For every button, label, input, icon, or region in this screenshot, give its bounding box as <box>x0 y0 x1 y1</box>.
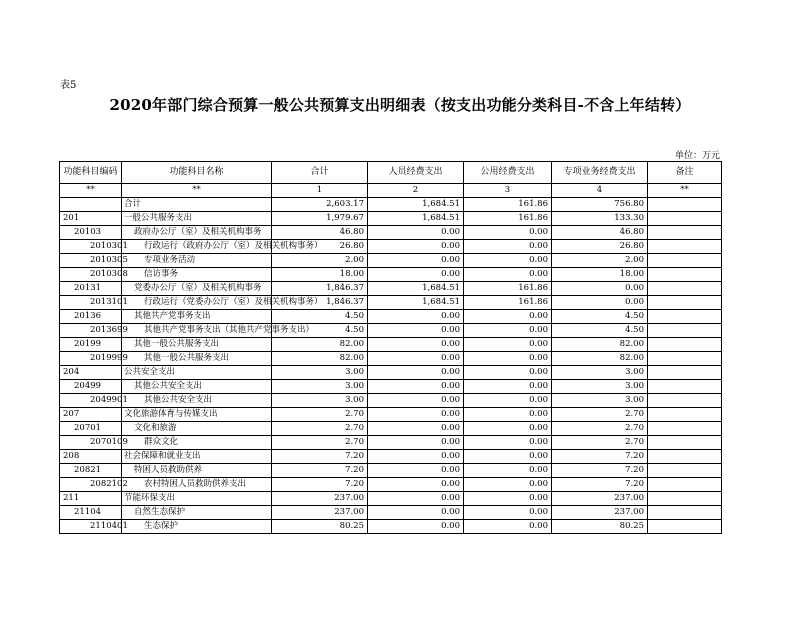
row-personnel: 0.00 <box>368 380 464 394</box>
row-special: 0.00 <box>552 296 648 310</box>
row-public: 0.00 <box>464 478 552 492</box>
row-name: 自然生态保护 <box>122 506 272 520</box>
row-public: 0.00 <box>464 352 552 366</box>
table-index-row <box>60 184 722 198</box>
header-personnel: 人员经费支出 <box>368 162 464 184</box>
row-remark <box>648 338 722 352</box>
row-special: 7.20 <box>552 450 648 464</box>
row-name: 行政运行（党委办公厅（室）及相关机构事务） <box>122 296 272 310</box>
row-total: 1,846.37 <box>272 282 368 296</box>
row-name: 其他共产党事务支出 <box>122 310 272 324</box>
header-code: 功能科目编码 <box>60 162 122 184</box>
row-name: 文化旅游体育与传媒支出 <box>122 408 272 422</box>
row-total: 26.80 <box>272 240 368 254</box>
row-name: 社会保障和就业支出 <box>122 450 272 464</box>
row-code: 20131 <box>60 282 122 296</box>
table-row <box>60 450 722 464</box>
budget-table <box>59 161 722 534</box>
row-remark <box>648 240 722 254</box>
row-code: 20103 <box>60 226 122 240</box>
row-name: 政府办公厅（室）及相关机构事务 <box>122 226 272 240</box>
row-special: 46.80 <box>552 226 648 240</box>
table-row <box>60 352 722 366</box>
row-personnel: 0.00 <box>368 338 464 352</box>
index-name: ** <box>122 184 272 198</box>
row-total: 82.00 <box>272 352 368 366</box>
row-public: 0.00 <box>464 366 552 380</box>
row-total: 7.20 <box>272 464 368 478</box>
row-remark <box>648 212 722 226</box>
index-code: ** <box>60 184 122 198</box>
row-public: 161.86 <box>464 296 552 310</box>
row-total: 7.20 <box>272 478 368 492</box>
row-personnel: 0.00 <box>368 436 464 450</box>
row-public: 0.00 <box>464 394 552 408</box>
row-name: 农村特困人员救助供养支出 <box>122 478 272 492</box>
row-public: 0.00 <box>464 268 552 282</box>
row-special: 2.70 <box>552 436 648 450</box>
page-title: 2020年部门综合预算一般公共预算支出明细表（按支出功能分类科目-不含上年结转） <box>109 96 691 114</box>
row-public: 0.00 <box>464 408 552 422</box>
index-special: 4 <box>552 184 648 198</box>
row-personnel: 0.00 <box>368 254 464 268</box>
row-remark <box>648 450 722 464</box>
row-name: 节能环保支出 <box>122 492 272 506</box>
table-row <box>60 520 722 534</box>
table-row <box>60 464 722 478</box>
row-special: 3.00 <box>552 366 648 380</box>
row-name: 其他共产党事务支出（其他共产党事务支出） <box>122 324 272 338</box>
row-special: 0.00 <box>552 282 648 296</box>
row-remark <box>648 464 722 478</box>
row-total: 2.70 <box>272 422 368 436</box>
row-total: 4.50 <box>272 310 368 324</box>
row-total: 4.50 <box>272 324 368 338</box>
row-code: 204 <box>60 366 122 380</box>
row-name: 公共安全支出 <box>122 366 272 380</box>
row-personnel: 0.00 <box>368 268 464 282</box>
table-row <box>60 478 722 492</box>
row-personnel: 1,684.51 <box>368 212 464 226</box>
row-code: 2082102 <box>60 478 122 492</box>
row-remark <box>648 324 722 338</box>
index-remark: ** <box>648 184 722 198</box>
row-personnel: 0.00 <box>368 464 464 478</box>
row-name: 行政运行（政府办公厅（室）及相关机构事务） <box>122 240 272 254</box>
row-personnel: 0.00 <box>368 422 464 436</box>
row-personnel: 1,684.51 <box>368 282 464 296</box>
row-public: 0.00 <box>464 436 552 450</box>
row-total: 237.00 <box>272 492 368 506</box>
table-row <box>60 240 722 254</box>
row-name: 其他公共安全支出 <box>122 394 272 408</box>
row-total: 2,603.17 <box>272 198 368 212</box>
row-personnel: 0.00 <box>368 240 464 254</box>
row-total: 7.20 <box>272 450 368 464</box>
row-code: 20701 <box>60 422 122 436</box>
row-public: 0.00 <box>464 226 552 240</box>
row-name: 信访事务 <box>122 268 272 282</box>
table-row <box>60 408 722 422</box>
table-row <box>60 380 722 394</box>
row-name: 其他一般公共服务支出 <box>122 338 272 352</box>
row-total: 82.00 <box>272 338 368 352</box>
index-personnel: 2 <box>368 184 464 198</box>
row-remark <box>648 506 722 520</box>
row-total: 1,979.67 <box>272 212 368 226</box>
row-special: 7.20 <box>552 478 648 492</box>
header-name: 功能科目名称 <box>122 162 272 184</box>
row-total: 1,846.37 <box>272 296 368 310</box>
row-personnel: 0.00 <box>368 492 464 506</box>
table-row <box>60 226 722 240</box>
row-personnel: 0.00 <box>368 478 464 492</box>
row-remark <box>648 422 722 436</box>
table-header-row <box>60 162 722 184</box>
table-row <box>60 296 722 310</box>
row-code: 2049901 <box>60 394 122 408</box>
table-row <box>60 506 722 520</box>
row-public: 0.00 <box>464 464 552 478</box>
row-code: 2110401 <box>60 520 122 534</box>
table-row <box>60 324 722 338</box>
row-special: 2.70 <box>552 408 648 422</box>
header-remark: 备注 <box>648 162 722 184</box>
row-remark <box>648 268 722 282</box>
row-remark <box>648 380 722 394</box>
row-special: 756.80 <box>552 198 648 212</box>
row-special: 7.20 <box>552 464 648 478</box>
row-total: 3.00 <box>272 394 368 408</box>
unit-label: 单位：万元 <box>674 151 720 161</box>
header-total: 合计 <box>272 162 368 184</box>
table-row <box>60 310 722 324</box>
table-row <box>60 366 722 380</box>
row-special: 80.25 <box>552 520 648 534</box>
row-personnel: 0.00 <box>368 520 464 534</box>
row-name: 特困人员救助供养 <box>122 464 272 478</box>
row-code: 20821 <box>60 464 122 478</box>
row-special: 2.00 <box>552 254 648 268</box>
row-personnel: 0.00 <box>368 352 464 366</box>
row-name: 生态保护 <box>122 520 272 534</box>
table-row <box>60 254 722 268</box>
row-special: 2.70 <box>552 422 648 436</box>
row-public: 161.86 <box>464 198 552 212</box>
row-special: 18.00 <box>552 268 648 282</box>
row-name: 合计 <box>122 198 272 212</box>
row-special: 82.00 <box>552 338 648 352</box>
row-remark <box>648 254 722 268</box>
row-code: 21104 <box>60 506 122 520</box>
row-personnel: 0.00 <box>368 366 464 380</box>
row-code: 2010308 <box>60 268 122 282</box>
row-remark <box>648 296 722 310</box>
row-public: 161.86 <box>464 282 552 296</box>
row-code: 2013699 <box>60 324 122 338</box>
row-public: 0.00 <box>464 506 552 520</box>
header-public: 公用经费支出 <box>464 162 552 184</box>
row-personnel: 0.00 <box>368 408 464 422</box>
row-public: 0.00 <box>464 422 552 436</box>
row-public: 0.00 <box>464 324 552 338</box>
row-remark <box>648 394 722 408</box>
row-total: 80.25 <box>272 520 368 534</box>
row-total: 2.70 <box>272 436 368 450</box>
row-public: 0.00 <box>464 338 552 352</box>
row-remark <box>648 366 722 380</box>
row-public: 0.00 <box>464 450 552 464</box>
row-code: 20499 <box>60 380 122 394</box>
row-name: 一般公共服务支出 <box>122 212 272 226</box>
row-code: 2010301 <box>60 240 122 254</box>
row-personnel: 0.00 <box>368 450 464 464</box>
row-special: 237.00 <box>552 506 648 520</box>
row-total: 2.70 <box>272 408 368 422</box>
row-special: 3.00 <box>552 380 648 394</box>
row-public: 0.00 <box>464 254 552 268</box>
row-code: 2013101 <box>60 296 122 310</box>
table-row <box>60 282 722 296</box>
row-remark <box>648 478 722 492</box>
row-name: 党委办公厅（室）及相关机构事务 <box>122 282 272 296</box>
row-code: 2010305 <box>60 254 122 268</box>
row-remark <box>648 226 722 240</box>
table-row <box>60 492 722 506</box>
row-personnel: 0.00 <box>368 394 464 408</box>
row-name: 文化和旅游 <box>122 422 272 436</box>
row-total: 18.00 <box>272 268 368 282</box>
row-name: 专项业务活动 <box>122 254 272 268</box>
row-code: 201 <box>60 212 122 226</box>
row-name: 其他一般公共服务支出 <box>122 352 272 366</box>
row-personnel: 0.00 <box>368 226 464 240</box>
row-remark <box>648 520 722 534</box>
table-row <box>60 436 722 450</box>
row-remark <box>648 408 722 422</box>
row-special: 82.00 <box>552 352 648 366</box>
row-name: 其他公共安全支出 <box>122 380 272 394</box>
row-total: 237.00 <box>272 506 368 520</box>
row-special: 133.30 <box>552 212 648 226</box>
header-special: 专项业务经费支出 <box>552 162 648 184</box>
row-total: 3.00 <box>272 380 368 394</box>
row-total: 2.00 <box>272 254 368 268</box>
row-personnel: 0.00 <box>368 324 464 338</box>
table-row <box>60 198 722 212</box>
row-total: 46.80 <box>272 226 368 240</box>
row-remark <box>648 310 722 324</box>
row-personnel: 1,684.51 <box>368 296 464 310</box>
row-code <box>60 198 122 212</box>
row-special: 26.80 <box>552 240 648 254</box>
table-row <box>60 394 722 408</box>
row-personnel: 0.00 <box>368 506 464 520</box>
row-remark <box>648 198 722 212</box>
row-code: 2019999 <box>60 352 122 366</box>
row-name: 群众文化 <box>122 436 272 450</box>
row-code: 207 <box>60 408 122 422</box>
row-personnel: 0.00 <box>368 310 464 324</box>
row-code: 208 <box>60 450 122 464</box>
row-public: 0.00 <box>464 520 552 534</box>
table-number-label: 表5 <box>60 80 77 91</box>
row-code: 20199 <box>60 338 122 352</box>
row-code: 211 <box>60 492 122 506</box>
row-remark <box>648 492 722 506</box>
row-public: 0.00 <box>464 380 552 394</box>
row-public: 0.00 <box>464 310 552 324</box>
row-personnel: 1,684.51 <box>368 198 464 212</box>
row-special: 237.00 <box>552 492 648 506</box>
row-remark <box>648 436 722 450</box>
row-special: 4.50 <box>552 310 648 324</box>
row-public: 0.00 <box>464 492 552 506</box>
row-public: 0.00 <box>464 240 552 254</box>
row-special: 3.00 <box>552 394 648 408</box>
index-total: 1 <box>272 184 368 198</box>
row-special: 4.50 <box>552 324 648 338</box>
table-row <box>60 212 722 226</box>
row-remark <box>648 352 722 366</box>
row-remark <box>648 282 722 296</box>
index-public: 3 <box>464 184 552 198</box>
row-code: 2070109 <box>60 436 122 450</box>
row-total: 3.00 <box>272 366 368 380</box>
table-row <box>60 422 722 436</box>
row-code: 20136 <box>60 310 122 324</box>
table-row <box>60 338 722 352</box>
table-row <box>60 268 722 282</box>
row-public: 161.86 <box>464 212 552 226</box>
